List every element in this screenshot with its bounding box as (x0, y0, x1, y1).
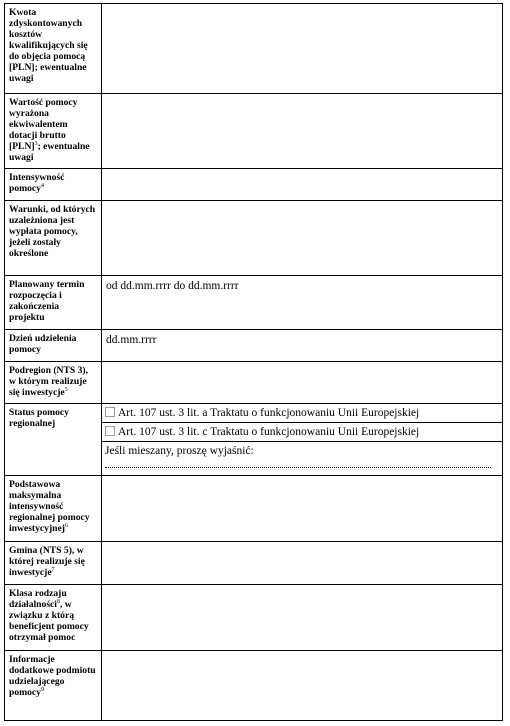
label-additional-info: Informacje dodatkowe podmiotu udzielającego pomocy$^9$ (5, 651, 102, 721)
field-discounted-costs[interactable] (102, 4, 503, 94)
row-max-intensity (5, 476, 503, 542)
footnote-7: 7 (51, 566, 55, 573)
label-aid-intensity: Intensywność pomocy$^4$ (5, 169, 102, 201)
label-discounted-costs: Kwota zdyskontowanych kosztów kwalifikujących się do objęcia pomocą [PLN]; ewentualne uwagi (5, 4, 102, 94)
field-payment-conditions[interactable] (102, 201, 503, 276)
option-art-107-c[interactable]: Art. 107 ust. 3 lit. c Traktatu o funkcjonowaniu Unii Europejskiej (102, 422, 502, 441)
row-project-dates (5, 276, 503, 330)
field-activity-class[interactable] (102, 585, 503, 651)
label-activity-class: Klasa rodzaju działalności$^8$, w związku z którą beneficjent pomocy otrzymał pomoc (5, 585, 102, 651)
row-subregion (5, 362, 503, 404)
label-payment-conditions: Warunki, od których uzależniona jest wypłata pomocy, jeżeli zostały określone (5, 201, 102, 276)
checkbox-icon[interactable] (105, 426, 115, 436)
label-regional-aid-status: Status pomocy regionalnej (5, 404, 102, 476)
footnote-3: 3 (34, 140, 38, 147)
field-grant-date[interactable]: dd.mm.rrrr (102, 330, 503, 362)
footnote-6: 6 (64, 522, 68, 529)
row-aid-intensity (5, 169, 503, 201)
row-regional-aid-status (5, 404, 503, 476)
row-aid-value (5, 94, 503, 169)
label-aid-value: Wartość pomocy wyrażona ekwiwalentem dotacji brutto [PLN]$^3$; ewentualne uwagi (5, 94, 102, 169)
footnote-8: 8 (56, 598, 60, 605)
row-discounted-costs (5, 4, 503, 94)
aid-form-table (4, 3, 503, 721)
mixed-status-explanation[interactable]: Jeśli mieszany, proszę wyjaśnić: (102, 441, 502, 470)
footnote-9: 9 (40, 686, 44, 693)
label-project-dates: Planowany termin rozpoczęcia i zakończenia projektu (5, 276, 102, 330)
label-grant-date: Dzień udzielenia pomocy (5, 330, 102, 362)
field-aid-intensity[interactable] (102, 169, 503, 201)
row-grant-date (5, 330, 503, 362)
row-payment-conditions (5, 201, 503, 276)
field-municipality[interactable] (102, 542, 503, 585)
field-regional-aid-status (102, 404, 503, 476)
label-municipality: Gmina (NTS 5), w której realizuje się inwestycje$^7$ (5, 542, 102, 585)
field-subregion[interactable] (102, 362, 503, 404)
label-subregion: Podregion (NTS 3), w którym realizuje się inwestycje$^5$ (5, 362, 102, 404)
label-max-intensity: Podstawowa maksymalna intensywność regionalnej pomocy inwestycyjnej$^6$ (5, 476, 102, 542)
row-municipality (5, 542, 503, 585)
field-aid-value[interactable] (102, 94, 503, 169)
row-activity-class (5, 585, 503, 651)
dotted-answer-line[interactable] (105, 459, 491, 468)
footnote-4: 4 (40, 182, 44, 189)
row-additional-info (5, 651, 503, 721)
checkbox-icon[interactable] (105, 407, 115, 417)
footnote-5: 5 (64, 386, 68, 393)
field-additional-info[interactable] (102, 651, 503, 721)
field-max-intensity[interactable] (102, 476, 503, 542)
option-art-107-a[interactable]: Art. 107 ust. 3 lit. a Traktatu o funkcjonowaniu Unii Europejskiej (102, 404, 502, 422)
field-project-dates[interactable]: od dd.mm.rrrr do dd.mm.rrrr (102, 276, 503, 330)
